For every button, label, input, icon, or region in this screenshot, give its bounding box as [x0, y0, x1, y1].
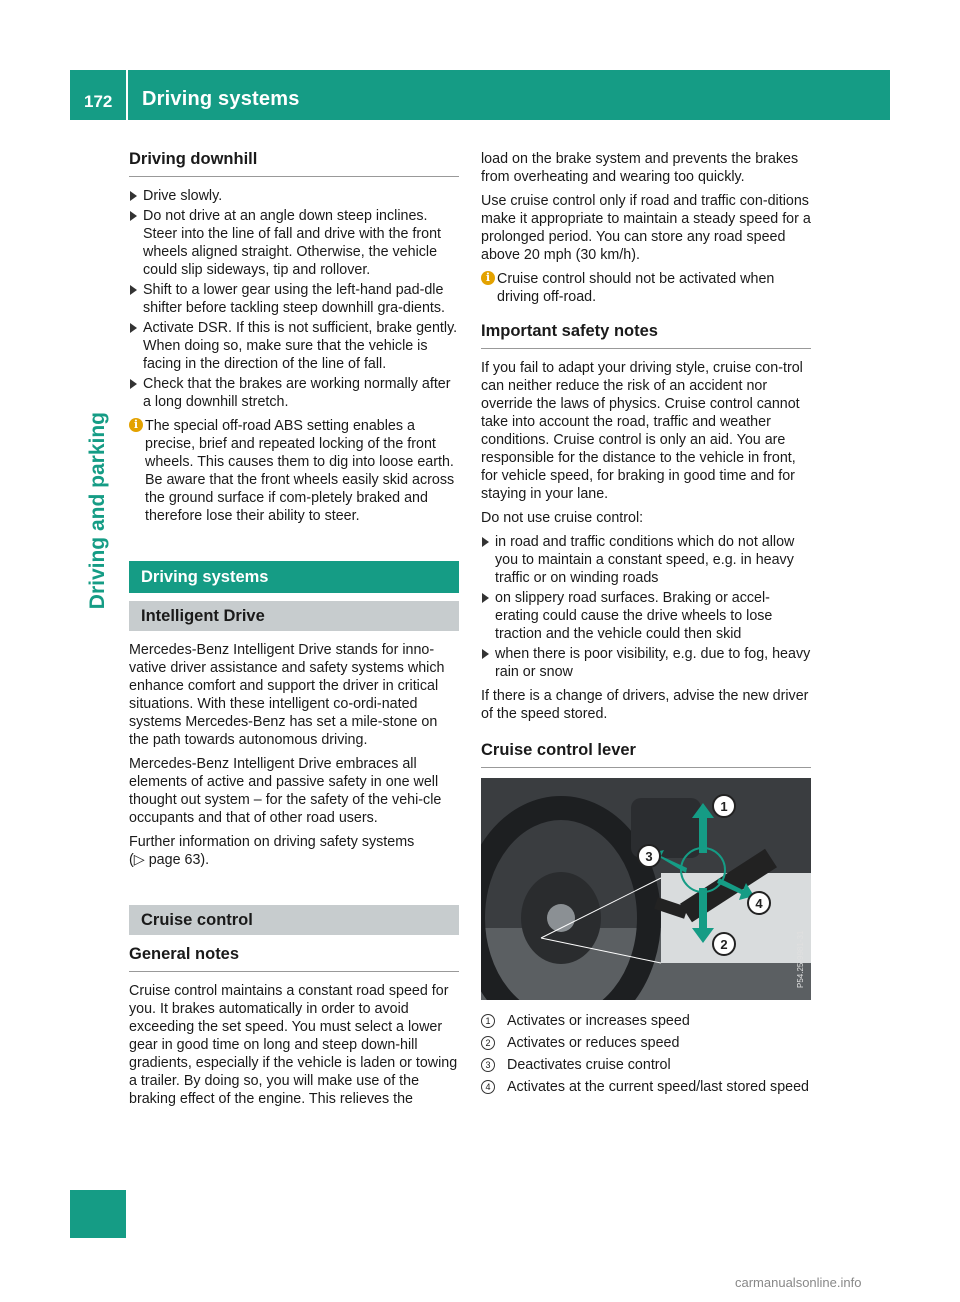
page-header [70, 70, 890, 120]
callout-3: 3 [645, 849, 653, 864]
paragraph: Mercedes-Benz Intelligent Drive embraces all elements of active and passive safety in one well thought out system – for the safety of the vehi-cle occupants and that of other road users. [129, 756, 442, 826]
info-note [481, 270, 811, 306]
info-icon: i [481, 271, 495, 285]
legend-text: Activates or reduces speed [507, 1035, 680, 1051]
paragraph: Use cruise control only if road and traffic con-ditions make it appropriate to maintain a steady speed for a prolonged period. You can store any road speed above 20 mph (30 km/h). [481, 193, 811, 263]
list-item: on slippery road surfaces. Braking or accel-erating could cause the drive wheels to lose traction and the vehicle could then skid [481, 589, 811, 643]
legend-number: 2 [481, 1036, 495, 1050]
list-item: Activate DSR. If this is not sufficient, brake gently. When doing so, make sure that the vehicle is facing in the direction of the line of fall. [129, 319, 459, 373]
legend-item [481, 1012, 811, 1030]
lever-heading: Cruise control lever [481, 741, 811, 768]
right-column [481, 150, 811, 1100]
paragraph: Do not use cruise control: [481, 510, 644, 526]
figure-code: P54.25-9981-31 [796, 930, 805, 988]
legend-item [481, 1056, 811, 1074]
list-item: when there is poor visibility, e.g. due to fog, heavy rain or snow [481, 645, 811, 681]
legend-number: 4 [481, 1080, 495, 1094]
paragraph: If you fail to adapt your driving style, cruise con-trol can neither reduce the risk of an accident nor override the laws of physics. Cruise control cannot take into account the road, traffic and weather conditions. Cruise control is only an aid. You are responsible for the distance to the vehicle in front, for vehicle speed, for braking in good time and for staying in your lane. [481, 360, 803, 502]
paragraph: load on the brake system and prevents the brakes from overheating and wearing too quickly. [481, 151, 799, 185]
paragraph-text: Further information on driving safety systems [129, 834, 415, 850]
legend-number: 1 [481, 1014, 495, 1028]
info-icon: i [129, 418, 143, 432]
legend-text: Activates at the current speed/last stored speed [507, 1079, 809, 1095]
chapter-tab-label: Driving and parking [86, 412, 109, 610]
legend-item [481, 1078, 811, 1096]
paragraph [129, 833, 459, 869]
chapter-marker [70, 1190, 126, 1238]
safety-heading: Important safety notes [481, 322, 811, 349]
callout-1: 1 [720, 799, 728, 814]
general-notes-heading: General notes [129, 945, 459, 972]
list-item: Shift to a lower gear using the left-hand pad-dle shifter before tackling steep downhill gra-dients. [129, 281, 459, 317]
list-item: in road and traffic conditions which do not allow you to maintain a constant speed, e.g. in heavy traffic or on winding roads [481, 533, 811, 587]
list-item: Check that the brakes are working normally after a long downhill stretch. [129, 375, 459, 411]
chapter-tab [83, 412, 113, 715]
info-note-text: Cruise control should not be activated when driving off-road. [497, 271, 775, 305]
callout-4: 4 [755, 896, 763, 911]
section-band-intelligent-drive: Intelligent Drive [129, 601, 459, 631]
watermark-footer: carmanualsonline.info [735, 1275, 862, 1290]
paragraph: Cruise control maintains a constant road speed for you. It brakes automatically in order to avoid exceeding the set speed. You must select a lower gear in good time on long and steep down-hill gradients, especially if the vehicle is laden or towing a trailer. By doing so, you will make use of the braking effect of the engine. This relieves the [129, 983, 458, 1107]
header-divider [126, 70, 128, 120]
page-number: 172 [84, 92, 113, 111]
section-band-cruise-control: Cruise control [129, 905, 459, 935]
callout-2: 2 [720, 937, 728, 952]
page-reference-link[interactable]: (▷ page 63). [129, 852, 210, 868]
paragraph: If there is a change of drivers, advise the new driver of the speed stored. [481, 688, 809, 722]
page-title: Driving systems [142, 88, 300, 110]
legend-item [481, 1034, 811, 1052]
left-column [129, 150, 459, 1114]
list-item: Drive slowly. [129, 187, 459, 205]
downhill-heading: Driving downhill [129, 150, 459, 177]
info-note-text: The special off-road ABS setting enables a precise, brief and repeated locking of the front wheels. This causes them to dig into loose earth. Be aware that the front wheels easily skid across the ground surface if com-pletely braked and therefore lose their ability to steer. [145, 418, 455, 524]
legend-text: Activates or increases speed [507, 1013, 690, 1029]
downhill-list [129, 187, 459, 411]
list-item: Do not drive at an angle down steep inclines. Steer into the line of fall and drive with the front wheels aligned straight. Otherwise, the vehicle could slip sideways, tip and rollover. [129, 207, 459, 279]
cruise-control-lever-figure [481, 778, 811, 1000]
paragraph: Mercedes-Benz Intelligent Drive stands for inno-vative driver assistance and safety systems which enhance comfort and support the driver in critical situations. With these intelligent co-ordi-nated systems Mercedes-Benz has set a mile-stone on the path towards autonomous driving. [129, 642, 445, 748]
info-note [129, 417, 459, 525]
legend-number: 3 [481, 1058, 495, 1072]
legend-text: Deactivates cruise control [507, 1057, 671, 1073]
section-band-driving-systems: Driving systems [129, 561, 459, 593]
safety-list [481, 533, 811, 681]
